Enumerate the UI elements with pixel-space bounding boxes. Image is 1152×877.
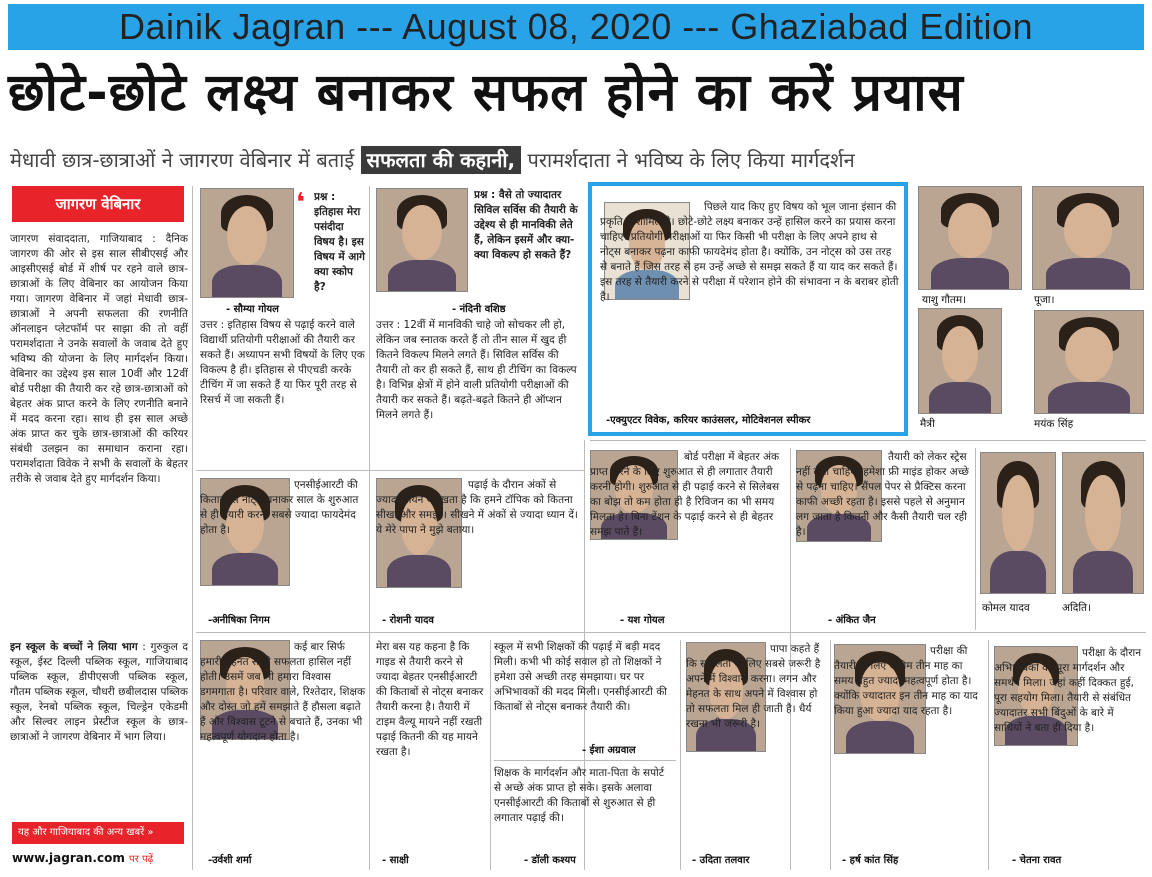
name-chetna: - चेतना रावत (1012, 855, 1062, 866)
quote-roshni-text: पढ़ाई के दौरान अंकों से ज्यादा मायने ये रखता है कि हमने टॉपिक को कितना सीखा और समझा। सीखने में अंकों से ज्यादा ध्यान दें। ये मेरे पापा ने मुझे बताया। (376, 479, 578, 536)
name-urvashi: -उर्वशी शर्मा (208, 855, 252, 866)
quote-ankit-text: तैयारी को लेकर स्ट्रेस नहीं लेना चाहिए। हमेशा फ्री माइंड होकर अच्छे से पढ़ना चाहिए। सैंपल पेपर से प्रैक्टिस करना काफी अच्छी रहता है। इससे पहले से अनुमान लग जाता है कितनी और कैसी तैयारी चल रही है। (796, 451, 969, 538)
row-divider (196, 632, 1146, 633)
name-yash: - यश गोयल (620, 615, 665, 626)
photo-aditi (1062, 452, 1144, 594)
photo-mayank (1034, 310, 1144, 414)
quote-isha (494, 640, 674, 734)
photo-nandini (376, 188, 468, 292)
website-link[interactable] (12, 846, 184, 870)
column-divider (680, 640, 681, 870)
quote-urvashi-text: कई बार सिर्फ हमारी मेहनत से ही सफलता हासिल नहीं होती। उसमें जब भी हमारा विश्वास डगमगाता है। परिवार वाले, रिश्तेदार, शिक्षक और दोस्त जो हमें समझाते हैं हौसला बढ़ाते हैं और विश्वास टूटने से बचाते हैं, उनका भी महत्वपूर्ण योगदान होता है। (200, 641, 366, 743)
quote-roshni (376, 478, 580, 606)
intro-article (10, 232, 188, 632)
quote-anishika (200, 478, 368, 606)
section-label: जागरण वेबिनार (12, 186, 184, 222)
q1-asker: - सौम्या गोयल (226, 304, 279, 315)
name-roshni: - रोशनी यादव (382, 615, 434, 626)
quote-urvashi (200, 640, 368, 844)
row-divider (196, 470, 584, 471)
q1-question-text: प्रश्न : इतिहास मेरा पसंदीदा विषय है। इस विषय में आगे क्या स्कोप है? (314, 191, 365, 293)
subhead-before: मेधावी छात्र-छात्राओं ने जागरण वेबिनार में बताई (10, 148, 355, 172)
photo-saumya (200, 188, 294, 298)
caption-mayank: मयंक सिंह (1034, 418, 1074, 430)
caption-maitri: मैत्री (920, 418, 935, 430)
q1-answer-text: उत्तर : इतिहास विषय से पढ़ाई करने वाले विद्यार्थी प्रतियोगी परीक्षाओं की तैयारी कर सकते हैं। अध्यापन सभी विषयों के लिए एक विकल्प है ही। इतिहास से पीएचडी करके टीचिंग में जा सकते हैं या फिर पूरी तरह से रिसर्च में जा सकती हैं। (200, 319, 365, 406)
name-ankit: - अंकित जैन (828, 615, 876, 626)
column-divider (988, 640, 989, 870)
row-divider (494, 760, 676, 761)
schools-paragraph (10, 640, 188, 818)
quote-anishika-text: एनसीईआरटी की किताबों से नोट्स बनाकर साल के शुरुआत से ही तैयारी करना सबसे ज्यादा फायदेमंद होता है। (200, 479, 359, 536)
caption-komal: कोमल यादव (982, 602, 1030, 614)
name-dolly: - डॉली कश्यप (524, 855, 576, 866)
subhead-highlight: सफलता की कहानी, (361, 146, 522, 174)
photo-maitri (918, 308, 1002, 414)
expert-quote-text: पिछले याद किए हुए विषय को भूल जाना इंसान की प्रकृति में शामिल है। छोटे-छोटे लक्ष्य बनाकर उन्हें हासिल करने का प्रयास करना चाहिए। प्रतियोगी परीक्षाओं या फिर किसी भी परीक्षा के लिए अपने हाथ से नोट्स बनाकर पढ़ना काफी फायदेमंद होता है। क्योंकि, उन नोट्स को उस तरह से बनाते हैं जिस तरह से हम उन्हें अच्छे से समझ सकते हैं या याद कर सकते हैं। इस तरह से तैयारी करने से परीक्षा में परेशान होने की संभावना न के बराबर होती है। (600, 201, 899, 303)
column-divider (490, 640, 491, 870)
q2-question-text: प्रश्न : वैसे तो ज्यादातर सिविल सर्विस की तैयारी के उद्देश्य से ही मानविकी लेते हैं, लेकिन इसमें और क्या-क्या विकल्प हो सकते हैं? (474, 189, 578, 261)
quote-dolly (494, 766, 674, 846)
question-mark-icon: ❛ (296, 188, 306, 218)
photo-pooja (1032, 186, 1144, 290)
name-anishika: -अनीषिका निगम (208, 615, 270, 626)
website-url: www.jagran.com (12, 851, 125, 865)
edition-banner: Dainik Jagran --- August 08, 2020 --- Ghaziabad Edition (8, 4, 1144, 50)
schools-text: : गुरुकुल द स्कूल, ईस्ट दिल्ली पब्लिक स्कूल, गाजियाबाद पब्लिक स्कूल, डीपीएसजी पब्लिक स्कूल, गौतम पब्लिक स्कूल, चौधरी छबीलदास पब्लिक स्कूल, रेनबो पब्लिक स्कूल, चिल्ड्रेन एकेडमी और सिल्वर लाइन प्रेस्टीज स्कूल के छात्र-छात्राओं ने जागरण वेबिनार में भाग लिया। (10, 641, 188, 743)
column-divider (975, 448, 976, 630)
quote-sakshi-text: मेरा बस यह कहना है कि गाइड से तैयारी करने से ज्यादा बेहतर एनसीईआरटी की किताबों से नोट्स बनाकर तैयारी करना है। तैयारी में टाइम वैल्यू मायने नहीं रखती पढ़ाई कितनी की यह मायने रखता है। (376, 641, 484, 758)
quote-harsh-text: परीक्षा की तैयारी के लिए अंतिम तीन माह का समय बहुत ज्यादा महत्वपूर्ण होता है। क्योंकि ज्यादातर इन तीन माह का याद किया हुआ ज्यादा याद रहता है। (834, 645, 978, 717)
q2-answer-text: उत्तर : 12वीं में मानविकी चाहे जो सोचकर ली हो, लेकिन जब स्नातक करते हैं तो तीन साल में खुद ही कितने विकल्प मिलने लगते हैं। सिविल सर्विस की तैयारी तो कर ही सकते हैं, साथ ही टीचिंग का विकल्प है। विभिन्न क्षेत्रों में होने वाली प्रतियोगी परीक्षाओं की तैयारी कर सकते हैं। बढ़ते-बढ़ते कितने ही ऑप्शन मिलने लगते हैं। (376, 319, 577, 421)
caption-pooja: पूजा। (1034, 294, 1055, 306)
column-divider (192, 186, 193, 870)
q1-question (314, 190, 366, 298)
name-udita: - उदिता तलवार (692, 855, 750, 866)
column-divider (369, 186, 370, 870)
quote-sakshi (376, 640, 486, 844)
more-news-link[interactable]: यह और गाजियाबाद की अन्य खबरें » (12, 822, 184, 844)
quote-yash-text: बोर्ड परीक्षा में बेहतर अंक प्राप्त करने के लिए शुरुआत से ही लगातार तैयारी करनी होगी। शुरुआत से ही पढ़ाई करने से सिलेबस का बोझ तो कम होता ही है रिविजन का भी समय मिलता है। बिना टेंशन के पढ़ाई करने से ही बेहतर समझ पाते हैं। (590, 451, 780, 538)
name-sakshi: - साक्षी (382, 855, 409, 866)
caption-yashu: याशु गौतम। (922, 294, 967, 306)
schools-title: इन स्कूल के बच्चों ने लिया भाग (10, 641, 138, 653)
row-divider (590, 440, 1146, 441)
quote-udita-text: पापा कहते हैं कि सफलता के लिए सबसे जरूरी है अपने में विश्वास करना। लगन और मेहनत के साथ अपने में विश्वास हो तो सफलता मिल ही जाती है। धैर्य रखना भी जरूरी है। (686, 643, 821, 730)
q1-answer (200, 318, 366, 468)
quote-yash (590, 450, 786, 598)
website-suffix: पर पढ़ें (129, 854, 154, 865)
q2-answer (376, 318, 580, 468)
quote-chetna-text: परीक्षा के दौरान अभिभावकों का पूरा मार्गदर्शन और समर्थन मिला। जहां कहीं दिक्कत हुई, पूरा सहयोग मिला। तैयारी से संबंधित ज्यादातर सभी बिंदुओं के बारे में साथियों ने बता ही दिया है। (994, 647, 1142, 734)
expert-quote (600, 200, 900, 400)
quote-dolly-text: शिक्षक के मार्गदर्शन और माता-पिता के सपोर्ट से अच्छे अंक प्राप्त हो सके। इसके अलावा एनसीईआरटी की किताबों से शुरुआत से ही लगातार पढ़ाई की। (494, 767, 665, 824)
headline: छोटे-छोटे लक्ष्य बनाकर सफल होने का करें प्रयास (8, 63, 964, 123)
caption-aditi: अदिति। (1062, 602, 1092, 614)
expert-credit: -एक्युएटर विवेक, करियर काउंसलर, मोटिवेशनल स्पीकर (606, 415, 811, 426)
intro-text: जागरण संवाददाता, गाजियाबाद : दैनिक जागरण की ओर से इस साल सीबीएसई और आइसीएसई बोर्ड में शीर्ष पर रहने वाले छात्र-छात्राओं के लिए वेबिनार का आयोजन किया गया। जागरण वेबिनार में जहां मेधावी छात्र-छात्राओं ने अपनी सफलता की रणनीति ऑनलाइन प्लेटफॉर्म पर साझा की तो वहीं परामर्शदाता ने उनके सवालों के जवाब देते हुए भविष्य की योजना के लिए मार्गदर्शन किया। वेबिनार का उद्देश्य इस साल 10वीं और 12वीं बोर्ड परीक्षा की तैयारी कर रहे छात्र-छात्राओं को बेहतर अंक प्राप्त करने के लिए रणनीति बनाने में मदद करना रहा। साथ ही इस साल अच्छे अंक प्राप्त कर चुके छात्र-छात्राओं की करियर संबंधी उलझन का समाधान कराना रहा। परामर्शदाता विवेक ने सभी के सवालों के बेहतर तरीके से जवाब देते हुए मार्गदर्शन किया। (10, 233, 188, 485)
quote-isha-text: स्कूल में सभी शिक्षकों की पढ़ाई में बड़ी मदद मिली। कभी भी कोई सवाल हो तो शिक्षकों ने हमेशा उसे अच्छी तरह समझाया। घर पर अभिभावकों की मदद मिली। एनसीईआरटी की किताबों से नोट्स बनाकर तैयारी की। (494, 641, 667, 713)
quote-chetna (994, 646, 1144, 846)
quote-udita (686, 642, 826, 846)
name-harsh: - हर्ष कांत सिंह (842, 855, 899, 866)
subhead-after: परामर्शदाता ने भविष्य के लिए किया मार्गदर्शन (527, 148, 855, 172)
name-isha: - ईशा अग्रवाल (582, 745, 636, 756)
subheadline (10, 140, 1146, 180)
photo-komal (980, 452, 1056, 594)
quote-harsh (834, 644, 984, 844)
column-divider (830, 640, 831, 870)
q2-asker: - नंदिनी वशिष्ठ (452, 304, 506, 315)
q2-question (474, 188, 580, 294)
photo-yashu (918, 186, 1022, 290)
quote-ankit (796, 450, 972, 598)
